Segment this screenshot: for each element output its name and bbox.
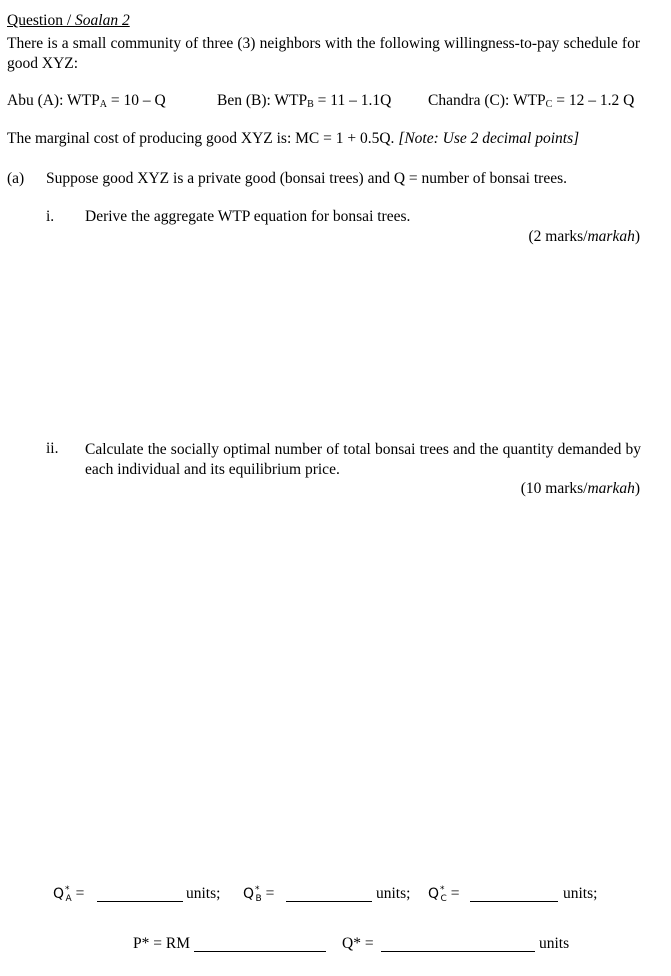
qa-unit: units; <box>186 885 221 902</box>
wtp-ben-sub: B <box>307 99 314 110</box>
wtp-chandra-sub: C <box>545 99 553 110</box>
qb-equals: = <box>261 885 275 902</box>
answer-qc <box>428 885 459 904</box>
marks-end: ) <box>634 228 640 245</box>
marks-label: (10 marks/ <box>520 480 588 497</box>
qc-symbol: $Q^*_C$ <box>428 885 447 904</box>
qb-symbol: $Q^*_B$ <box>243 885 262 904</box>
marks-malay: markah <box>587 228 635 245</box>
part-a-ii-text: Calculate the socially optimal number of total bonsai trees and the quantity demanded by each individual and its equilibrium price. <box>85 441 641 478</box>
question-title-text: Question / <box>7 12 76 29</box>
part-a-ii-label: ii. <box>46 440 59 457</box>
marks-end: ) <box>634 480 640 497</box>
marginal-cost-note: [Note: Use 2 decimal points] <box>398 130 580 147</box>
answer-qb <box>243 885 274 904</box>
wtp-chandra-eq: = 12 – 1.2 Q <box>552 92 635 109</box>
price-answer-blank[interactable] <box>194 935 326 952</box>
qc-unit: units; <box>563 885 598 902</box>
wtp-abu <box>7 92 166 110</box>
qa-answer-blank[interactable] <box>97 885 183 902</box>
wtp-abu-sub: A <box>99 99 107 110</box>
question-intro: There is a small community of three (3) neighbors with the following willingness-to-pay schedule for good XYZ: <box>7 35 640 72</box>
qb-answer-blank[interactable] <box>286 885 372 902</box>
part-a-i-label: i. <box>46 208 55 225</box>
qc-answer-blank[interactable] <box>470 885 558 902</box>
marginal-cost <box>7 130 579 148</box>
qa-symbol: $Q^*_A$ <box>53 885 72 904</box>
wtp-ben-label: Ben (B): WTP <box>217 92 308 109</box>
part-a-i-marks <box>528 228 640 246</box>
wtp-abu-eq: = 10 – Q <box>106 92 166 109</box>
marks-label: (2 marks/ <box>528 228 588 245</box>
question-title-malay: Soalan 2 <box>75 12 130 29</box>
wtp-chandra-label: Chandra (C): WTP <box>428 92 546 109</box>
answer-qa <box>53 885 84 904</box>
qstar-answer-blank[interactable] <box>381 935 535 952</box>
part-a-text: Suppose good XYZ is a private good (bonsai trees) and Q = number of bonsai trees. <box>46 170 567 187</box>
qstar-unit: units <box>539 935 570 952</box>
wtp-ben-eq: = 11 – 1.1Q <box>313 92 392 109</box>
qa-equals: = <box>71 885 85 902</box>
wtp-ben <box>217 92 391 110</box>
part-a-label: (a) <box>7 170 25 187</box>
qstar-label: Q* = <box>342 935 374 952</box>
qb-unit: units; <box>376 885 411 902</box>
wtp-chandra <box>428 92 634 110</box>
marginal-cost-text: The marginal cost of producing good XYZ is: MC = 1 + 0.5Q. <box>7 130 399 147</box>
qc-equals: = <box>446 885 460 902</box>
marks-malay: markah <box>587 480 635 497</box>
part-a-ii-marks <box>521 480 640 498</box>
question-title <box>7 12 130 30</box>
wtp-abu-label: Abu (A): WTP <box>7 92 100 109</box>
price-label: P* = RM <box>133 935 190 952</box>
part-a-i-text: Derive the aggregate WTP equation for bonsai trees. <box>85 208 411 225</box>
